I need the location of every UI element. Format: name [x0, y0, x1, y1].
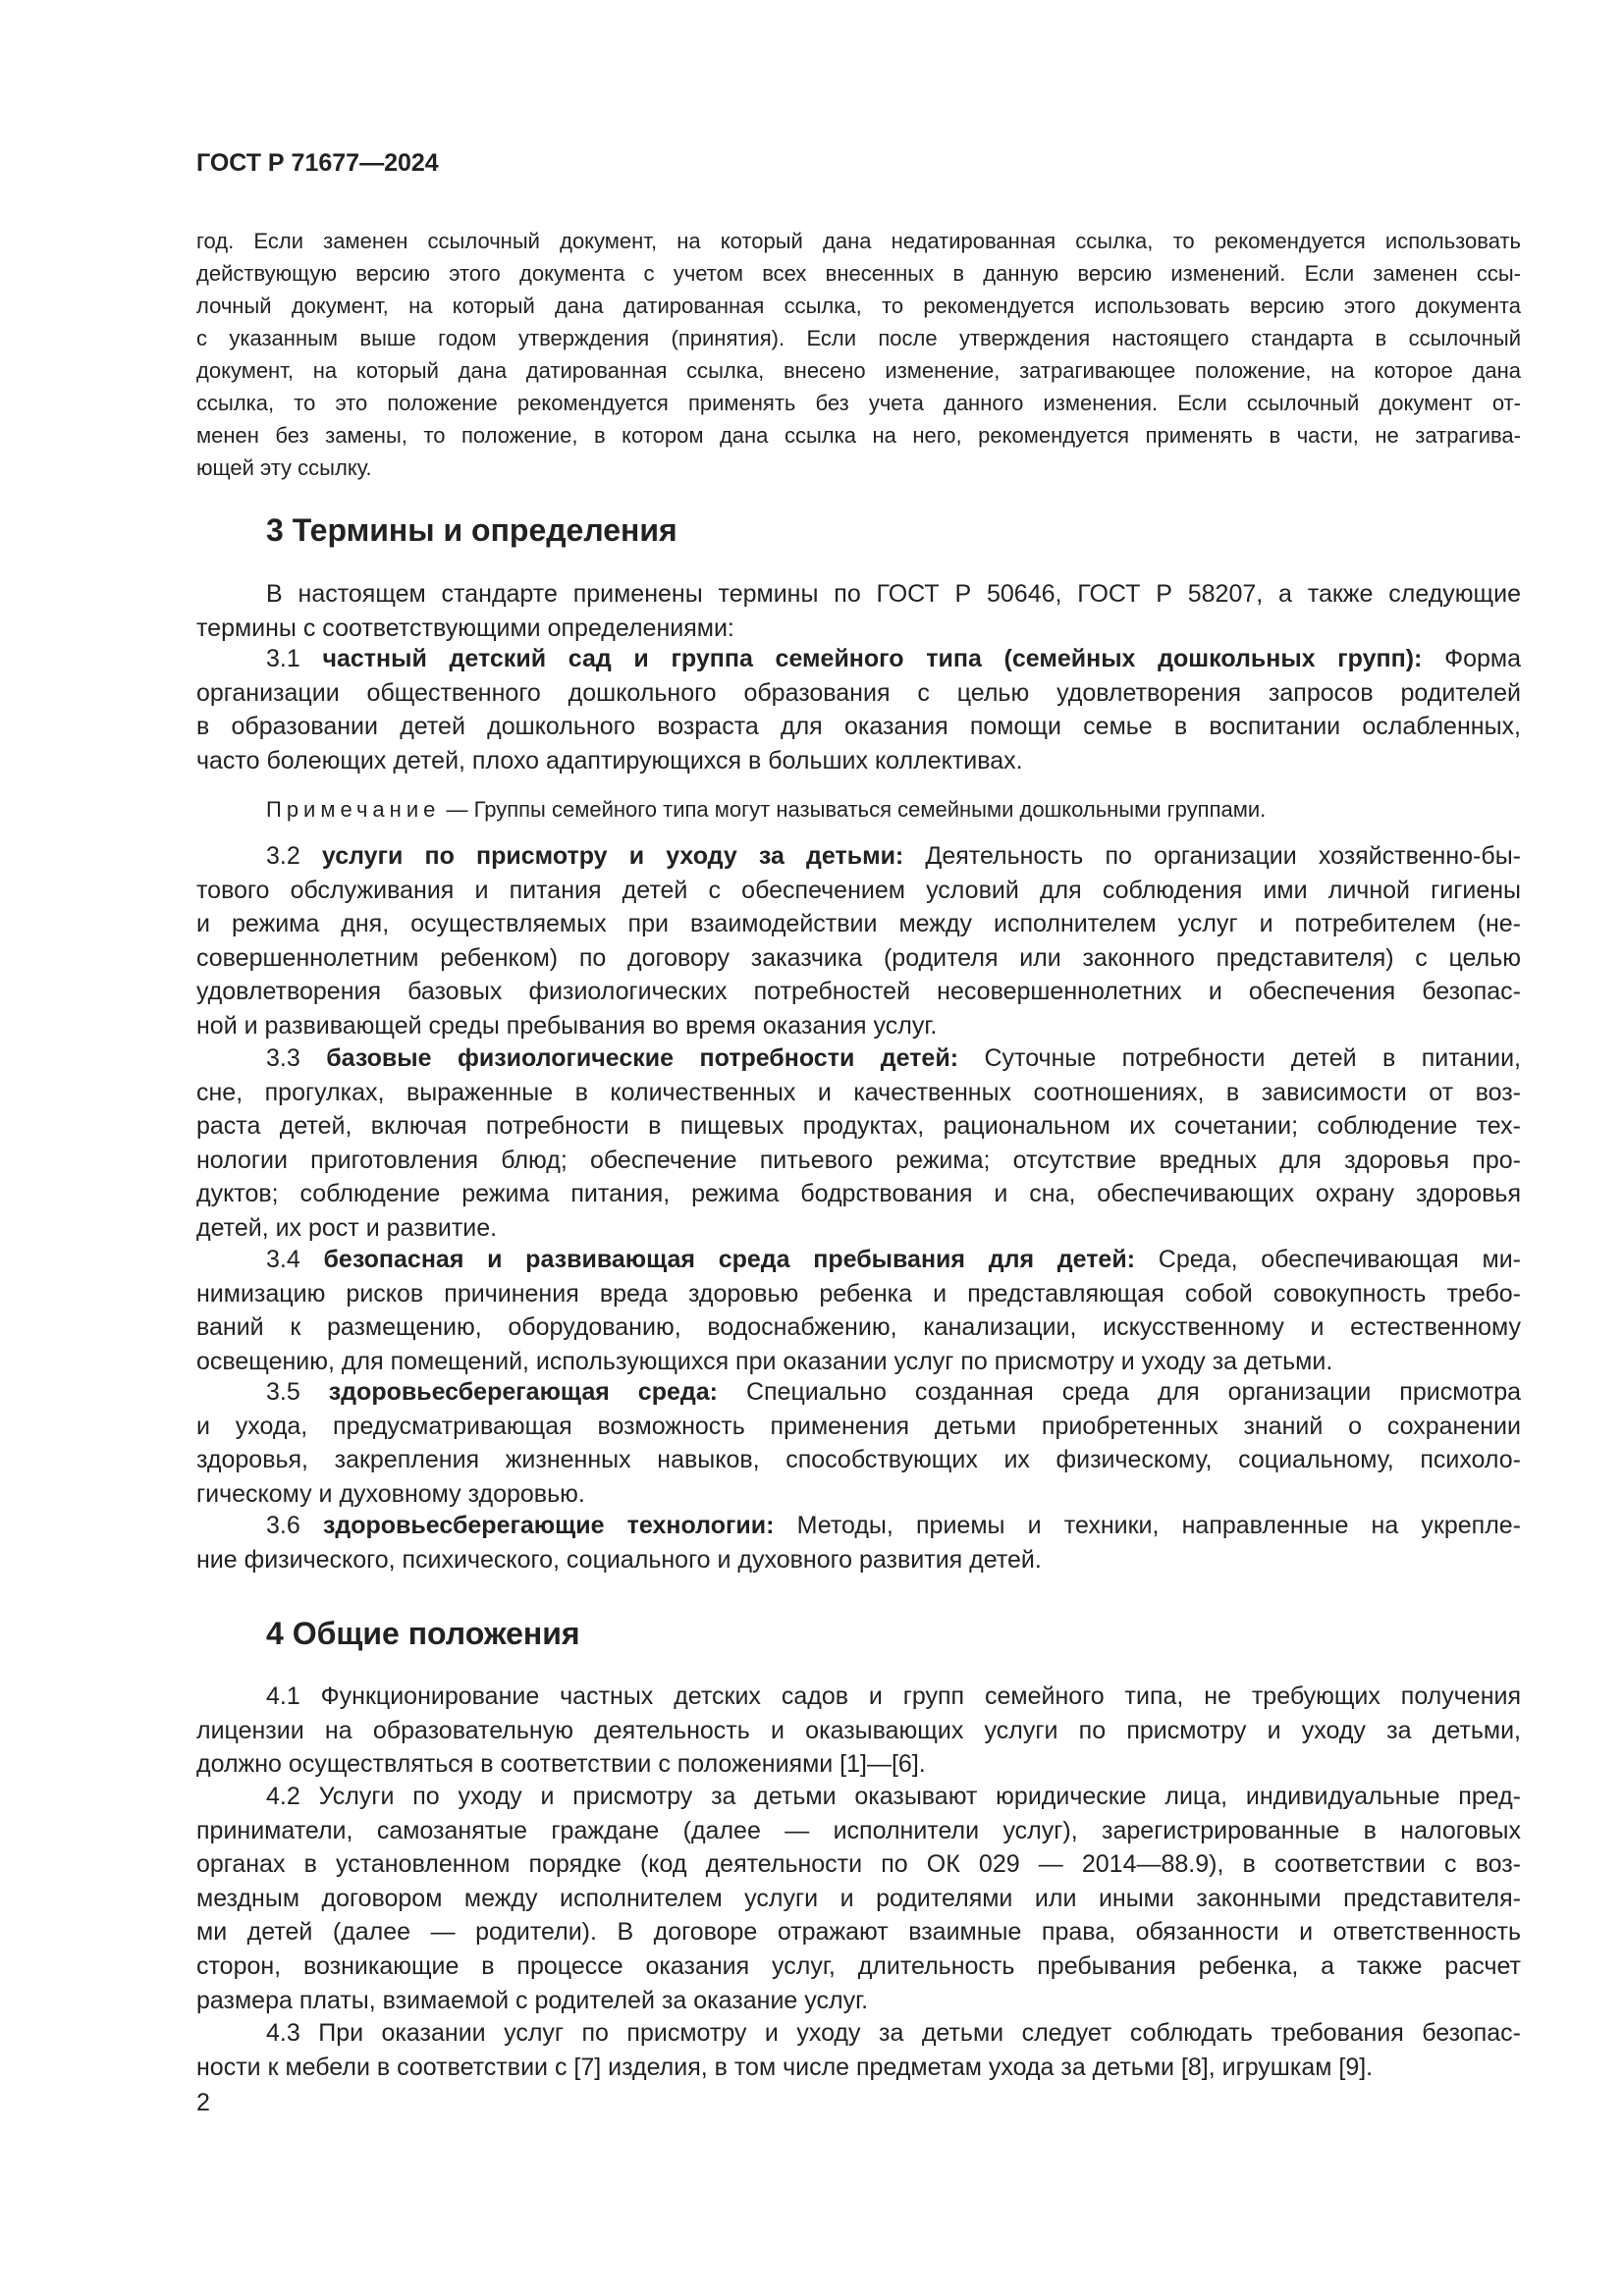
- term-number: 3.4: [266, 1246, 300, 1273]
- text-line: ности к мебели в соответствии с [7] изделия, в том числе предметам ухода за детьми [8], игрушкам [9].: [196, 2053, 1374, 2081]
- text-line: ной и развивающей среды пребывания во время оказания услуг.: [196, 1011, 938, 1040]
- text-line: ющей эту ссылку.: [196, 455, 372, 480]
- text-line: [196, 1509, 1521, 1543]
- text-line: 4.3 При оказании услуг по присмотру и уходу за детьми следует соблюдать требования безопас-: [266, 2019, 1521, 2047]
- text-line: в образовании детей дошкольного возраста для оказания помощи семье в воспитании ослабленных,: [196, 713, 1521, 741]
- term-title: услуги по присмотру и уходу за детьми:: [321, 842, 904, 870]
- term-definition-start: Форма: [1444, 645, 1521, 672]
- text-line: ние физического, психического, социального и духовного развития детей.: [196, 1545, 1042, 1574]
- text-line: [196, 642, 1521, 676]
- text-line: ми детей (далее — родители). В договоре отражают взаимные права, обязанности и ответственность: [196, 1918, 1521, 1947]
- text-line: дуктов; соблюдение режима питания, режима бодрствования и сна, обеспечивающих охрану здоровья: [196, 1180, 1521, 1208]
- term-3-3: [196, 1041, 1521, 1246]
- term-number: 3.1: [266, 645, 300, 672]
- text-line: [196, 1041, 1521, 1076]
- text-line: здоровья, закрепления жизненных навыков, способствующих их физическому, социальному, психоло-: [196, 1446, 1521, 1474]
- term-3-4: [196, 1243, 1521, 1378]
- text-line: приниматели, самозанятые граждане (далее — исполнители услуг), зарегистрированные в налоговых: [196, 1816, 1521, 1844]
- term-definition-start: Суточные потребности детей в питании,: [984, 1044, 1522, 1072]
- text-line: часто болеющих детей, плохо адаптирующихся в больших коллективах.: [196, 746, 1023, 774]
- section-3-heading: 3 Термины и определения: [266, 512, 677, 548]
- text-line: лицензии на образовательную деятельность и оказывающих услуги по присмотру и уходу за детьми,: [196, 1716, 1521, 1744]
- text-line: и ухода, предусматривающая возможность применения детьми приобретенных знаний о сохранении: [196, 1412, 1521, 1440]
- term-3-5: [196, 1375, 1521, 1511]
- text-line: нимизацию рисков причинения вреда здоровью ребенка и представляющая собой совокупность требо-: [196, 1279, 1521, 1308]
- text-line: органах в установленном порядке (код деятельности по ОК 029 — 2014—88.9), в соответствии с воз-: [196, 1850, 1521, 1879]
- text-line: 4.1 Функционирование частных детских садов и групп семейного типа, не требующих получения: [266, 1682, 1521, 1710]
- text-line: [196, 839, 1521, 874]
- text-line: сторон, возникающие в процессе оказания услуг, длительность пребывания ребенка, а также расчет: [196, 1951, 1521, 1980]
- term-title: частный детский сад и группа семейного типа (семейных дошкольных групп):: [322, 645, 1423, 672]
- term-number: 3.5: [266, 1378, 300, 1406]
- term-title: здоровьесберегающие технологии:: [322, 1512, 775, 1539]
- text-line: с указанным выше годом утверждения (принятия). Если после утверждения настоящего стандарта в ссылочный: [196, 326, 1521, 350]
- text-line: год. Если заменен ссылочный документ, на который дана недатированная ссылка, то рекомендуется использовать: [196, 229, 1521, 253]
- term-3-2: [196, 839, 1521, 1043]
- term-definition-start: Деятельность по организации хозяйственно-бы-: [925, 842, 1521, 870]
- term-title: безопасная и развивающая среда пребывания для детей:: [323, 1246, 1136, 1273]
- text-line: [196, 1375, 1521, 1410]
- term-definition-start: Методы, приемы и техники, направленные на укрепле-: [796, 1512, 1522, 1539]
- text-line: В настоящем стандарте применены термины по ГОСТ Р 50646, ГОСТ Р 58207, а также следующие: [266, 580, 1521, 608]
- note-label: Примечание: [266, 797, 441, 822]
- text-line: лочный документ, на который дана датированная ссылка, то рекомендуется использовать версию этого документа: [196, 294, 1521, 318]
- text-line: мездным договором между исполнителем услуги и родителями или иными законными представителя-: [196, 1884, 1521, 1912]
- note: [196, 793, 1591, 826]
- text-line: организации общественного дошкольного образования с целью удовлетворения запросов родителей: [196, 678, 1521, 707]
- text-line: нологии приготовления блюд; обеспечение питьевого режима; отсутствие вредных для здоровья про-: [196, 1146, 1521, 1174]
- clause-4-2: [196, 1780, 1521, 2017]
- section-4-heading: 4 Общие положения: [266, 1616, 580, 1651]
- text-line: удовлетворения базовых физиологических потребностей несовершеннолетних и обеспечения безопас-: [196, 978, 1521, 1006]
- text-line: ссылка, то это положение рекомендуется применять без учета данного изменения. Если ссылочный документ от-: [196, 391, 1521, 415]
- text-line: гическому и духовному здоровью.: [196, 1479, 585, 1508]
- term-definition-start: Специально созданная среда для организации присмотра: [745, 1378, 1522, 1406]
- text-line: менен без замены, то положение, в котором дана ссылка на него, рекомендуется применять в части, не затрагива-: [196, 423, 1521, 448]
- term-number: 3.2: [266, 842, 300, 870]
- clause-4-1: [196, 1680, 1521, 1782]
- document-header: ГОСТ Р 71677—2024: [196, 149, 439, 177]
- text-line: тового обслуживания и питания детей с обеспечением условий для соблюдения ими личной гигиены: [196, 876, 1521, 904]
- text-line: должно осуществляться в соответствии с положениями [1]—[6].: [196, 1750, 926, 1779]
- term-title: здоровьесберегающая среда:: [328, 1378, 718, 1406]
- term-title: базовые физиологические потребности детей:: [326, 1044, 959, 1072]
- term-3-6: [196, 1509, 1521, 1576]
- term-number: 3.6: [266, 1512, 300, 1539]
- clause-4-3: [196, 2016, 1521, 2084]
- text-line: детей, их рост и развитие.: [196, 1213, 498, 1242]
- text-line: документ, на который дана датированная ссылка, внесено изменение, затрагивающее положение, на которое дана: [196, 358, 1521, 383]
- text-line: действующую версию этого документа с учетом всех внесенных в данную версию изменений. Если заменен ссы-: [196, 261, 1521, 286]
- term-3-1: [196, 642, 1521, 777]
- text-line: размера платы, взимаемой с родителей за оказание услуг.: [196, 1986, 869, 2014]
- text-line: [196, 1243, 1521, 1277]
- term-number: 3.3: [266, 1044, 300, 1072]
- text-line: и режима дня, осуществляемых при взаимодействии между исполнителем услуг и потребителем (не-: [196, 910, 1521, 938]
- section-3-intro: [196, 577, 1521, 645]
- note-text: — Группы семейного типа могут называться семейными дошкольными группами.: [440, 797, 1267, 822]
- page-number: 2: [196, 2089, 210, 2116]
- text-line: ваний к размещению, оборудованию, водоснабжению, канализации, искусственному и естественному: [196, 1313, 1521, 1342]
- term-definition-start: Среда, обеспечивающая ми-: [1158, 1246, 1522, 1273]
- intro-paragraph: [196, 225, 1521, 484]
- text-line: термины с соответствующими определениями:: [196, 614, 734, 642]
- text-line: раста детей, включая потребности в пищевых продуктах, рациональном их сочетании; соблюдение тех-: [196, 1112, 1521, 1141]
- text-line: сне, прогулках, выраженные в количественных и качественных соотношениях, в зависимости от воз-: [196, 1078, 1521, 1106]
- text-line: 4.2 Услуги по уходу и присмотру за детьми оказывают юридические лица, индивидуальные пред-: [266, 1783, 1521, 1810]
- text-line: освещению, для помещений, использующихся при оказании услуг по присмотру и уходу за детьми.: [196, 1347, 1333, 1375]
- text-line: совершеннолетним ребенком) по договору заказчика (родителя или законного представителя) с целью: [196, 943, 1521, 972]
